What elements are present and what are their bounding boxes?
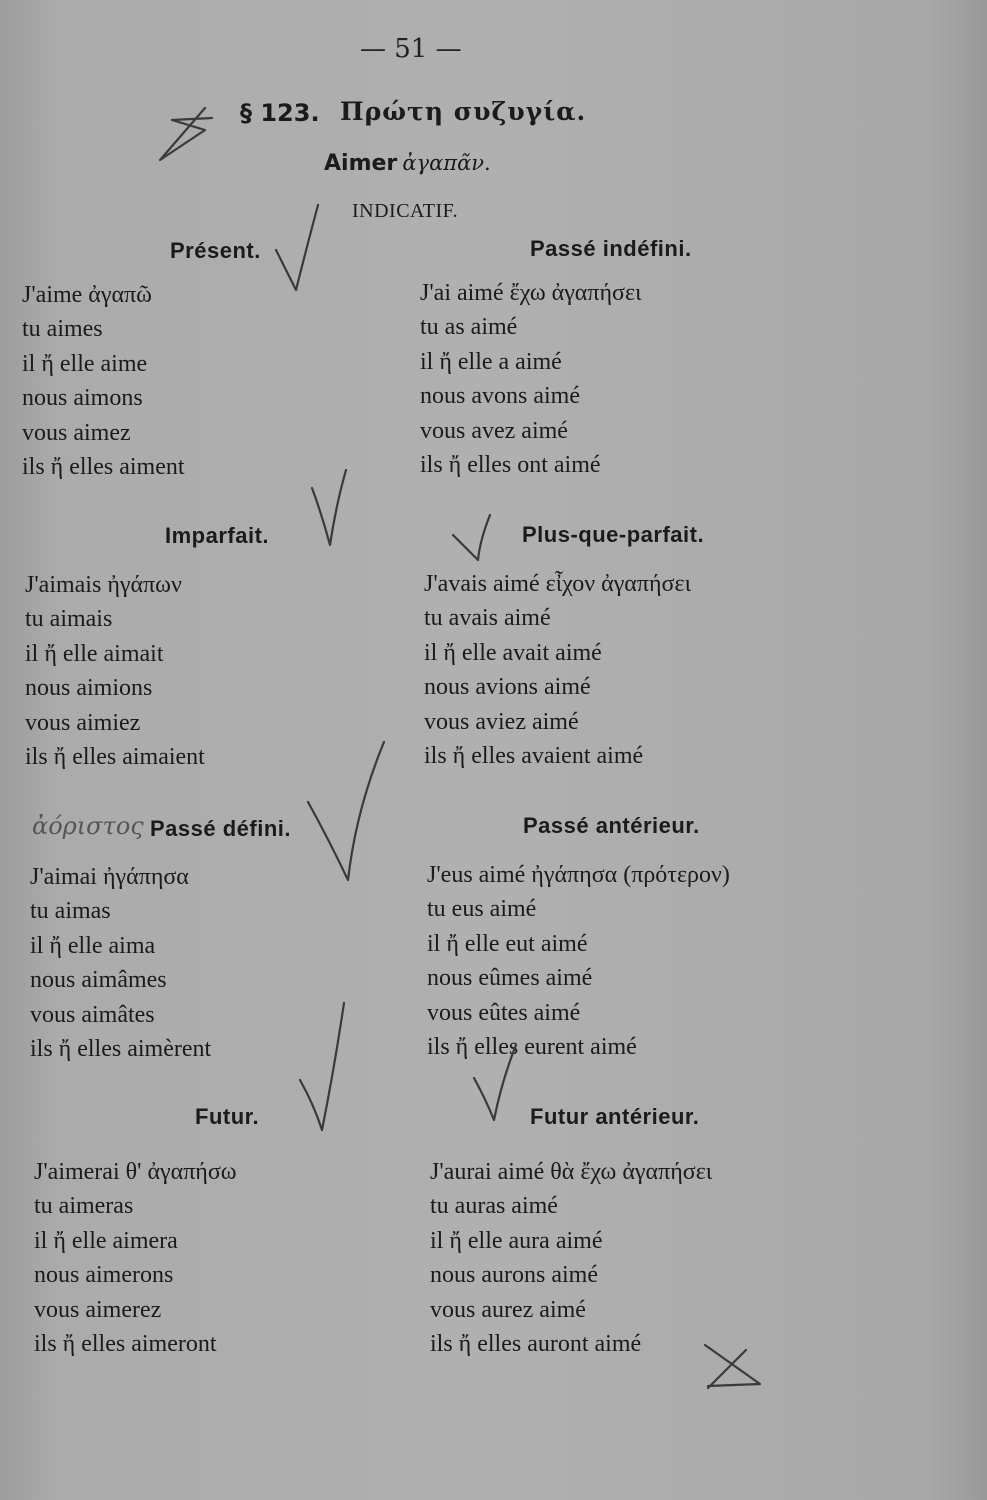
form-line: tu aimas (30, 898, 111, 925)
tense-title-passe-anterieur: Passé antérieur. (523, 813, 700, 838)
form-line: vous aimiez (25, 709, 141, 736)
tense-title-passe-defini: Passé défini. (150, 816, 292, 841)
form-line: J'aimais ἠγάπων (25, 572, 182, 598)
tense-title-present: Présent. (170, 238, 261, 263)
form-line: tu eus aimé (427, 896, 537, 923)
form-line: vous avez aimé (420, 417, 568, 444)
verb-french: Aimer (324, 151, 398, 176)
pencil-check-imparfait (312, 470, 346, 545)
form-line: il ἤ elle aima (30, 932, 156, 959)
form-line: vous aimâtes (30, 1001, 155, 1028)
verb-greek: ἀγαπᾶν. (402, 151, 491, 175)
form-line: J'ai aimé ἔχω ἀγαπήσει (420, 280, 642, 306)
form-line: il ἤ elle avait aimé (424, 639, 602, 666)
form-line: nous aurons aimé (430, 1262, 598, 1289)
form-line: tu auras aimé (430, 1193, 558, 1220)
form-line: J'aimerai θ' ἀγαπήσω (34, 1159, 237, 1185)
section-title: Πρώτη συζυγία. (340, 97, 587, 126)
pencil-check-plus-que-parfait (453, 515, 490, 560)
form-line: ils ἤ elles aimeront (34, 1331, 217, 1358)
form-line: nous avons aimé (420, 383, 580, 410)
pencil-cross-mark-bottom (705, 1345, 760, 1388)
handwritten-note: ἀόριστος (32, 812, 144, 840)
pencil-cross-mark-top (160, 108, 212, 160)
form-line: ils ἤ elles ont aimé (420, 452, 601, 479)
form-line: nous aimons (22, 385, 143, 412)
tense-title-plus-que-parfait: Plus-que-parfait. (522, 522, 705, 547)
form-line: nous avions aimé (424, 674, 591, 701)
form-line: il ἤ elle aimait (25, 640, 164, 667)
pencil-check-present (276, 205, 318, 290)
form-line: nous eûmes aimé (427, 965, 593, 992)
pencil-check-passe-defini (308, 742, 384, 880)
form-line: vous aimerez (34, 1296, 162, 1323)
form-line: tu as aimé (420, 314, 518, 341)
form-line: ils ἤ elles aimèrent (30, 1036, 212, 1063)
form-line: ils ἤ elles aiment (22, 454, 185, 481)
mood-heading: INDICATIF. (352, 200, 459, 222)
section-number: § 123. (240, 99, 320, 127)
form-line: vous eûtes aimé (427, 999, 581, 1026)
form-line: tu avais aimé (424, 605, 551, 632)
tense-title-futur-anterieur: Futur antérieur. (530, 1104, 700, 1129)
form-line: nous aimâmes (30, 967, 167, 994)
form-line: tu aimeras (34, 1193, 134, 1220)
form-line: il ἤ elle aimera (34, 1227, 178, 1254)
form-line: tu aimais (25, 606, 113, 633)
form-line: vous aimez (22, 419, 131, 446)
page-number: — 51 — (360, 34, 462, 64)
form-line: vous aurez aimé (430, 1296, 586, 1323)
tense-title-futur: Futur. (195, 1104, 260, 1129)
form-line: tu aimes (22, 316, 103, 343)
form-line: vous aviez aimé (424, 708, 579, 735)
form-line: ils ἤ elles aimaient (25, 744, 205, 771)
pencil-check-futur (300, 1003, 344, 1130)
form-line: J'aimai ἠγάπησα (30, 864, 189, 890)
form-line: J'aime ἀγαπῶ (22, 282, 152, 308)
tense-title-imparfait: Imparfait. (165, 523, 270, 548)
form-line: ils ἤ elles auront aimé (430, 1331, 642, 1358)
form-line: ils ἤ elles eurent aimé (427, 1034, 637, 1061)
form-line: J'eus aimé ἠγάπησα (πρότερον) (427, 862, 730, 888)
tense-title-passe-indefini: Passé indéfini. (530, 236, 692, 261)
form-line: ils ἤ elles avaient aimé (424, 743, 644, 770)
form-line: il ἤ elle a aimé (420, 348, 562, 375)
pencil-check-futur-anterieur (474, 1045, 516, 1120)
form-line: il ἤ elle aime (22, 350, 148, 377)
form-line: nous aimerons (34, 1262, 174, 1289)
form-line: il ἤ elle aura aimé (430, 1227, 603, 1254)
form-line: nous aimions (25, 675, 153, 702)
form-line: J'aurai aimé θὰ ἔχω ἀγαπήσει (430, 1159, 713, 1185)
form-line: J'avais aimé εἶχον ἀγαπήσει (424, 571, 692, 597)
form-line: il ἤ elle eut aimé (427, 930, 588, 957)
